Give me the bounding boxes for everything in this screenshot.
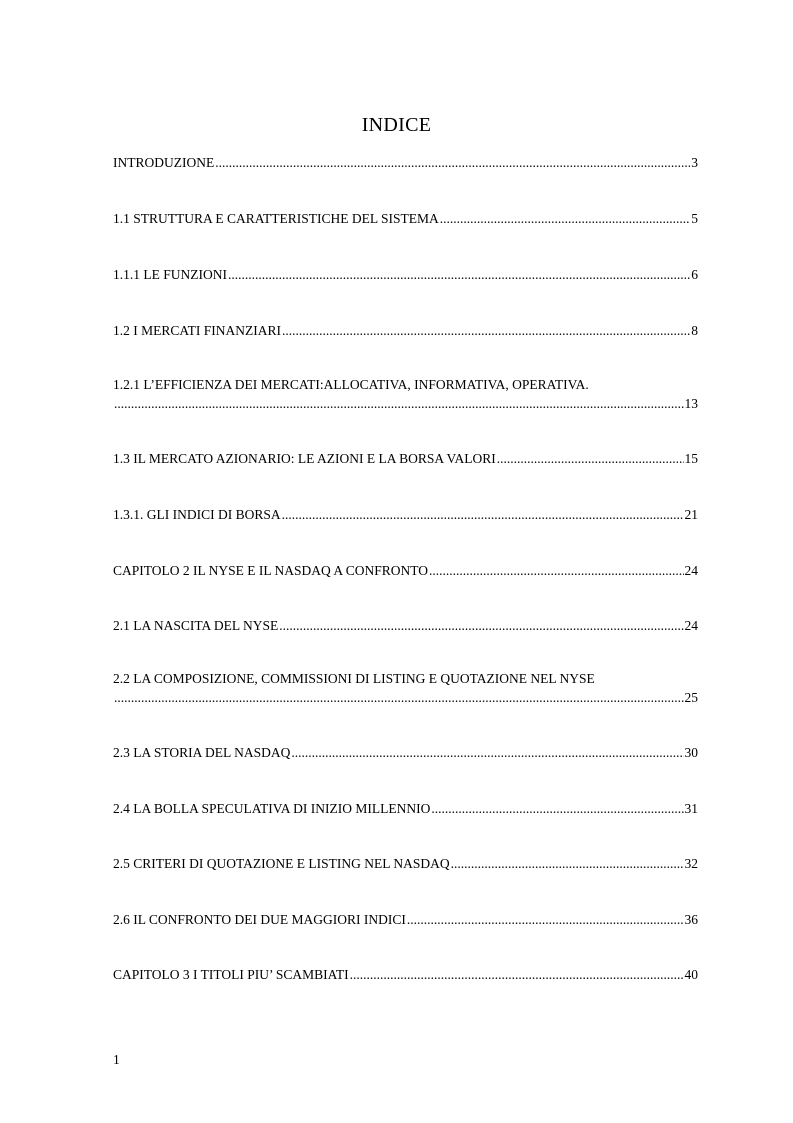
toc-entry-page: 15: [684, 451, 698, 466]
toc-entry-label: 1.2 I MERCATI FINANZIARI: [113, 323, 281, 338]
toc-entry-introduzione: [113, 155, 698, 171]
toc-entry-page: 24: [684, 563, 698, 578]
toc-entry-1-3-1: [113, 507, 698, 523]
toc-entry-page: 24: [684, 618, 698, 633]
toc-entry-1-3: [113, 451, 698, 467]
toc-entry-page: 13: [684, 396, 698, 411]
toc-leader-dots: [279, 618, 683, 634]
toc-leader-dots: [114, 690, 684, 706]
toc-entry-1-2-1: [113, 396, 698, 412]
toc-leader-dots: [282, 323, 690, 339]
toc-entry-label: 2.1 LA NASCITA DEL NYSE: [113, 618, 279, 633]
toc-entry-capitolo-3: [113, 967, 698, 983]
toc-leader-dots: [407, 912, 684, 928]
toc-entry-page: 21: [684, 507, 698, 522]
toc-entry-label: 2.3 LA STORIA DEL NASDAQ: [113, 745, 291, 760]
toc-entry-page: 36: [684, 912, 698, 927]
toc-entry-page: 5: [691, 211, 698, 226]
toc-entry-page: 25: [684, 690, 698, 705]
toc-entry-page: 31: [684, 801, 698, 816]
toc-leader-dots: [451, 856, 684, 872]
toc-leader-dots: [282, 507, 684, 523]
toc-entry-2-4: [113, 801, 698, 817]
toc-entry-page: 32: [684, 856, 698, 871]
page-title: INDICE: [361, 114, 432, 136]
toc-leader-dots: [431, 801, 683, 817]
toc-entry-2-2-label: 2.2 LA COMPOSIZIONE, COMMISSIONI DI LISTING E QUOTAZIONE NEL NYSE: [113, 671, 595, 686]
toc-leader-dots: [291, 745, 683, 761]
toc-leader-dots: [215, 155, 690, 171]
toc-entry-2-2: [113, 690, 698, 706]
toc-leader-dots: [429, 563, 683, 579]
toc-entry-2-1: [113, 618, 698, 634]
toc-entry-1-2: [113, 323, 698, 339]
toc-entry-2-3: [113, 745, 698, 761]
toc-entry-label: 2.6 IL CONFRONTO DEI DUE MAGGIORI INDICI: [113, 912, 406, 927]
toc-entry-label: 1.3.1. GLI INDICI DI BORSA: [113, 507, 281, 522]
toc-entry-label: 2.4 LA BOLLA SPECULATIVA DI INIZIO MILLENNIO: [113, 801, 431, 816]
toc-entry-label: CAPITOLO 2 IL NYSE E IL NASDAQ A CONFRONTO: [113, 563, 429, 578]
toc-entry-page: 3: [691, 155, 698, 170]
toc-leader-dots: [114, 396, 684, 412]
toc-entry-1-2-1-label: 1.2.1 L’EFFICIENZA DEI MERCATI:ALLOCATIVA, INFORMATIVA, OPERATIVA.: [113, 377, 589, 392]
toc-entry-page: 8: [691, 323, 698, 338]
toc-entry-label: 1.1.1 LE FUNZIONI: [113, 267, 227, 282]
toc-entry-2-5: [113, 856, 698, 872]
page-number: 1: [113, 1052, 120, 1067]
toc-leader-dots: [497, 451, 684, 467]
toc-entry-1-1: [113, 211, 698, 227]
toc-entry-2-6: [113, 912, 698, 928]
toc-entry-label: 2.5 CRITERI DI QUOTAZIONE E LISTING NEL NASDAQ: [113, 856, 450, 871]
toc-entry-page: 6: [691, 267, 698, 282]
toc-entry-page: 40: [684, 967, 698, 982]
toc-entry-label: 1.1 STRUTTURA E CARATTERISTICHE DEL SISTEMA: [113, 211, 439, 226]
toc-leader-dots: [350, 967, 684, 983]
toc-entry-page: 30: [684, 745, 698, 760]
toc-entry-label: INTRODUZIONE: [113, 155, 215, 170]
toc-entry-label: CAPITOLO 3 I TITOLI PIU’ SCAMBIATI: [113, 967, 349, 982]
toc-entry-capitolo-2: [113, 563, 698, 579]
toc-leader-dots: [440, 211, 690, 227]
toc-entry-label: 1.3 IL MERCATO AZIONARIO: LE AZIONI E LA BORSA VALORI: [113, 451, 496, 466]
toc-leader-dots: [228, 267, 690, 283]
toc-entry-1-1-1: [113, 267, 698, 283]
